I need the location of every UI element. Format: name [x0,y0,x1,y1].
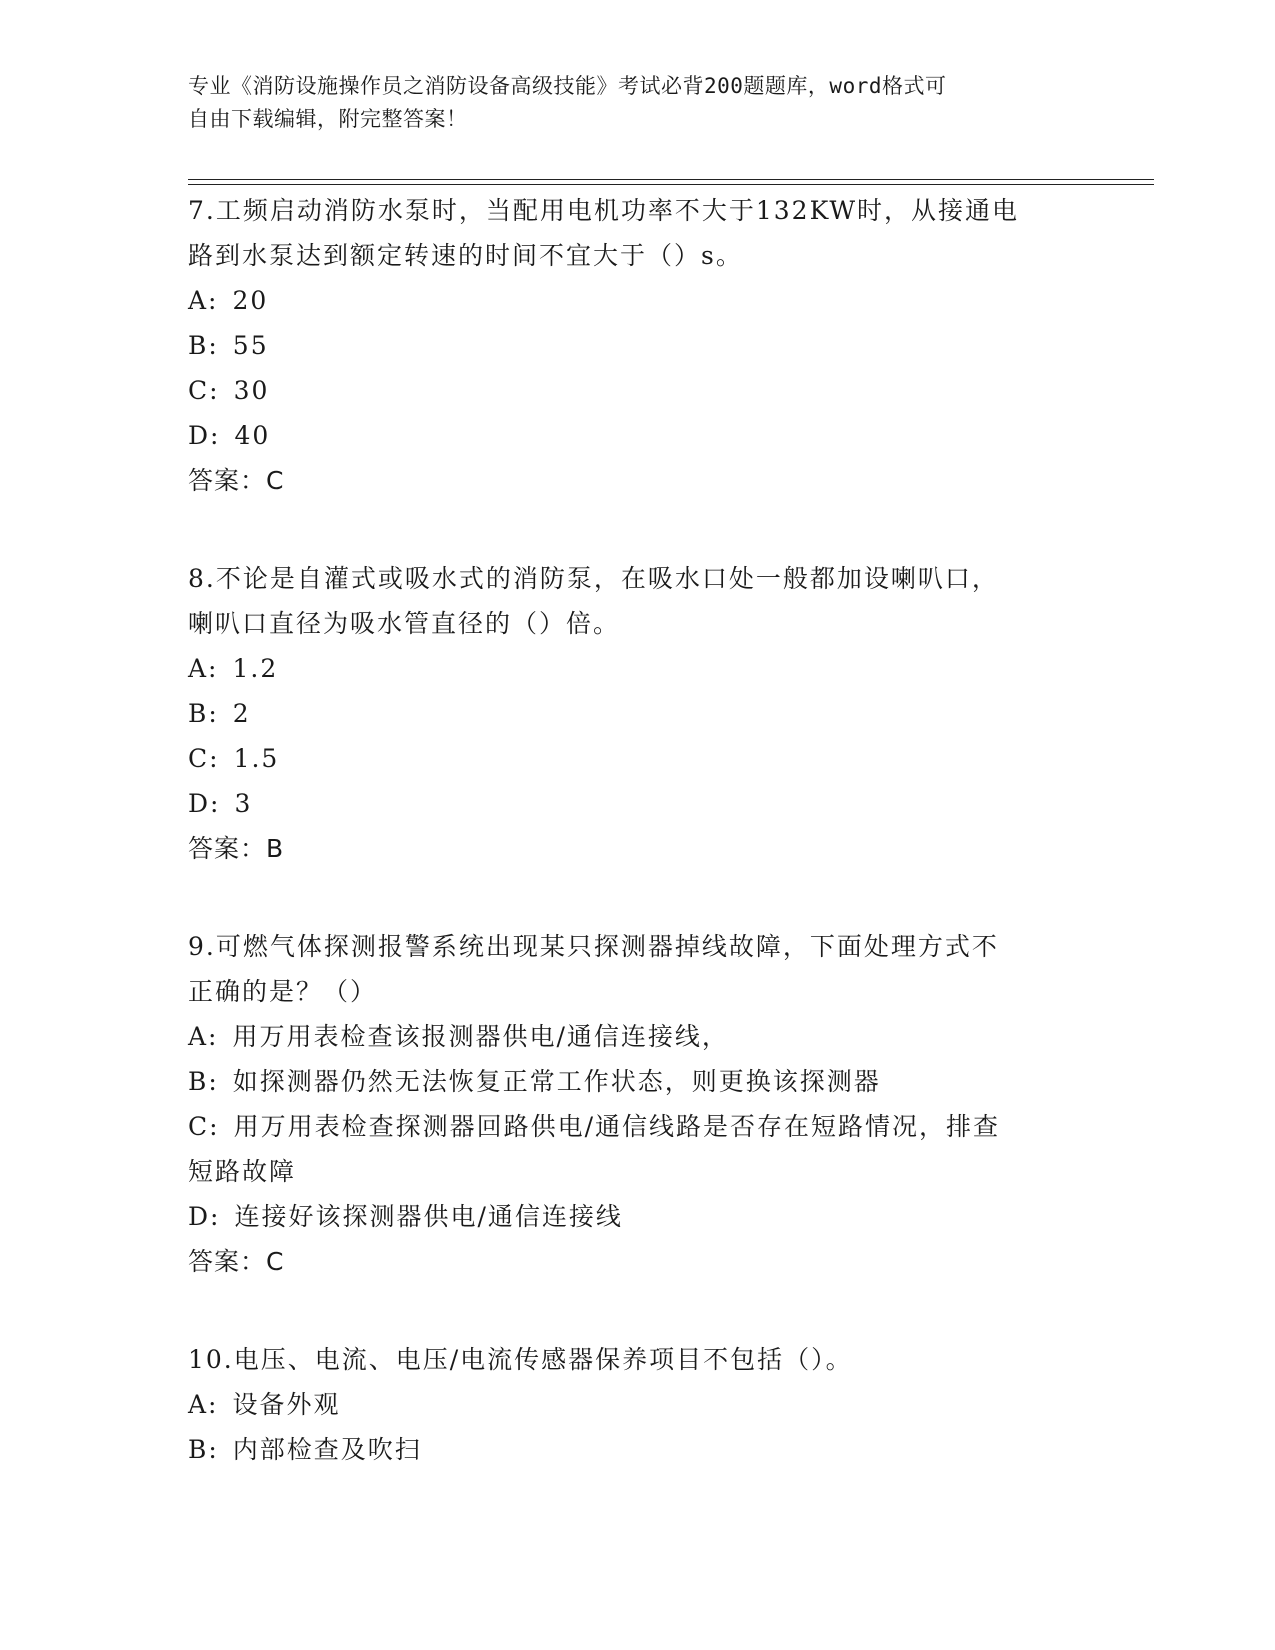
option-label: C: [188,744,220,773]
question-stem [188,556,1068,646]
option-c [188,736,1068,781]
answer-line: 答案：C [188,1247,285,1276]
option-c [188,368,1068,413]
header-line-2: 自由下载编辑，附完整答案！ [188,107,468,131]
option-label: D: [188,421,221,450]
option-b [188,323,1068,368]
option-label: A: [188,1022,219,1051]
option-label: C: [188,1112,220,1141]
question-10 [188,1337,1068,1472]
option-text: 3 [234,789,253,818]
option-label: A: [188,286,219,315]
option-text: 内部检查及吹扫 [232,1435,422,1464]
option-text: 40 [234,421,271,450]
question-8 [188,556,1068,872]
option-text: 30 [233,376,270,405]
question-stem-line: 10.电压、电流、电压/电流传感器保养项目不包括（）。 [188,1345,853,1374]
question-stem-line: 路到水泵达到额定转速的时间不宜大于（）s。 [188,241,743,270]
option-label: D: [188,1202,221,1231]
option-text: 用万用表检查该报测器供电/通信连接线， [232,1022,729,1051]
option-text: 短路故障 [188,1157,297,1186]
option-label: B: [188,331,219,360]
option-a [188,1382,1068,1427]
option-label: B: [188,1067,219,1096]
option-text: 设备外观 [232,1390,341,1419]
option-text: 如探测器仍然无法恢复正常工作状态，则更换该探测器 [232,1067,881,1096]
option-label: D: [188,789,221,818]
question-stem-line: 8.不论是自灌式或吸水式的消防泵，在吸水口处一般都加设喇叭口， [188,564,999,593]
question-stem-line: 9.可燃气体探测报警系统出现某只探测器掉线故障，下面处理方式不 [188,932,999,961]
option-a [188,1014,1068,1059]
option-c-continuation [188,1149,1068,1194]
question-stem [188,188,1068,278]
option-a [188,646,1068,691]
document-header [188,70,1068,136]
question-stem [188,924,1068,1014]
answer-line: 答案：C [188,466,285,495]
option-text: 1.5 [233,744,280,773]
option-label: A: [188,1390,219,1419]
option-b [188,691,1068,736]
option-text: 2 [232,699,251,728]
header-line-1: 专业《消防设施操作员之消防设备高级技能》考试必背200题题库，word格式可 [188,74,947,98]
question-stem-line: 正确的是？（） [188,977,378,1006]
option-b [188,1059,1068,1104]
option-d [188,781,1068,826]
question-stem-line: 7.工频启动消防水泵时，当配用电机功率不大于132KW时，从接通电 [188,196,1020,225]
question-list [188,188,1068,1524]
question-stem-line: 喇叭口直径为吸水管直径的（）倍。 [188,609,621,638]
option-text: 连接好该探测器供电/通信连接线 [234,1202,623,1231]
option-label: C: [188,376,220,405]
answer-line: 答案：B [188,834,285,863]
option-d [188,413,1068,458]
option-a [188,278,1068,323]
question-9 [188,924,1068,1285]
question-stem [188,1337,1068,1382]
header-rule-bottom [188,184,1154,185]
header-rule-top [188,179,1154,180]
option-text: 55 [232,331,269,360]
option-label: B: [188,699,219,728]
option-text: 1.2 [232,654,279,683]
option-c [188,1104,1068,1149]
option-label: A: [188,654,219,683]
option-b [188,1427,1068,1472]
option-label: B: [188,1435,219,1464]
question-7 [188,188,1068,504]
option-d [188,1194,1068,1239]
option-text: 20 [232,286,269,315]
option-text: 用万用表检查探测器回路供电/通信线路是否存在短路情况，排查 [233,1112,1000,1141]
